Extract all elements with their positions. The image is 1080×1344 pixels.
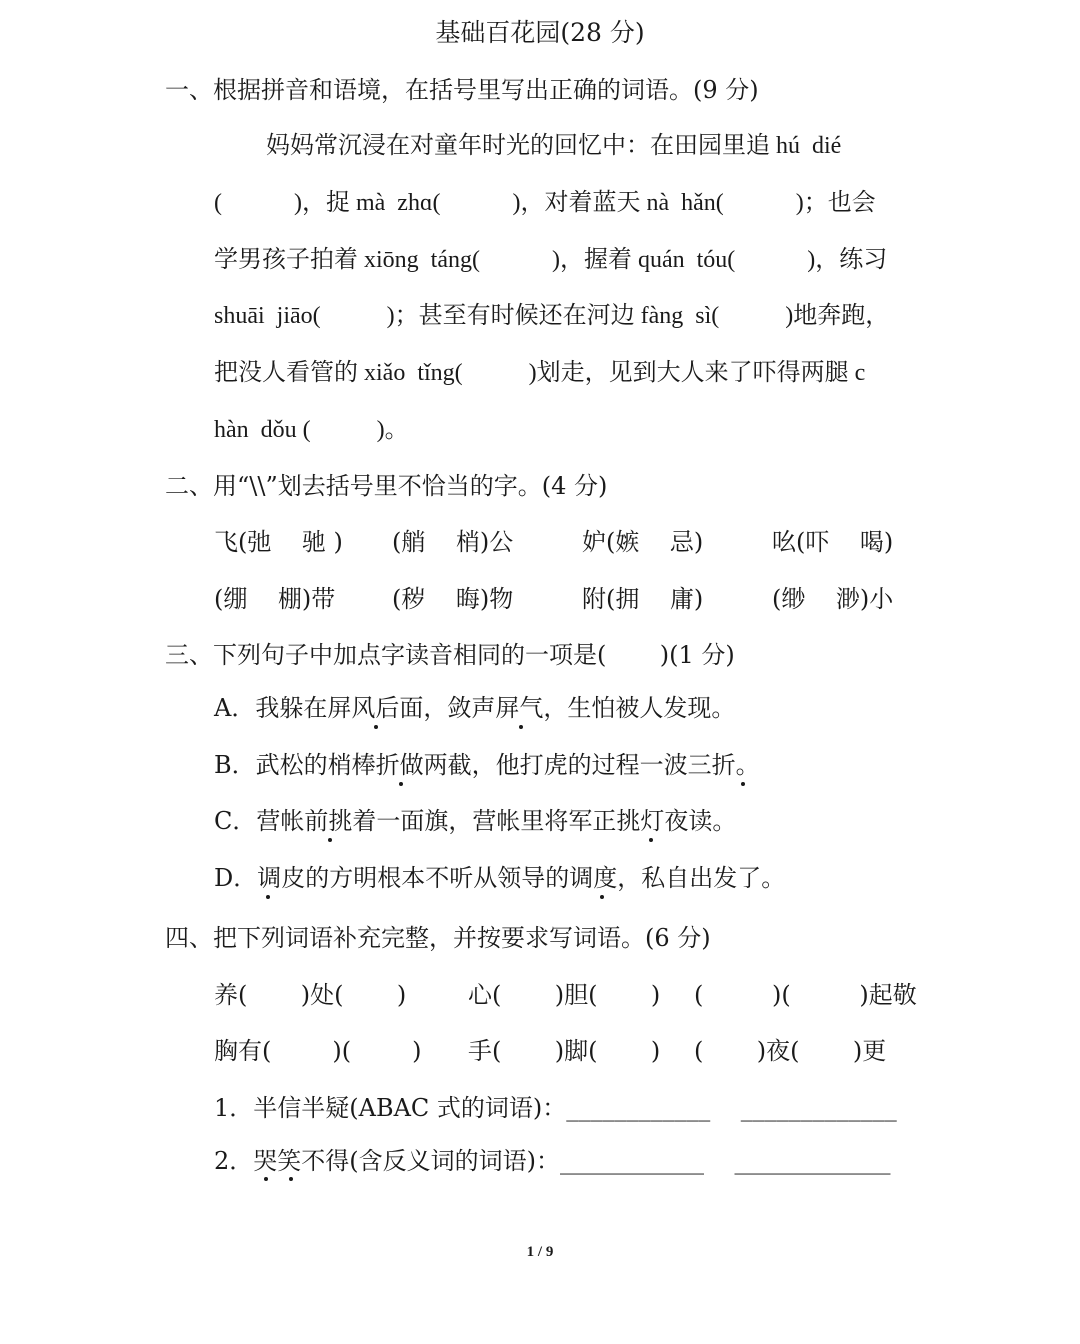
q4-item: 1．半信半疑(ABAC 式的词语)：____________ _____________ bbox=[214, 1094, 897, 1122]
emphasis-dot bbox=[289, 1177, 293, 1181]
emphasis-dot bbox=[264, 1177, 268, 1181]
q2-item: 附(拥 庸) bbox=[582, 585, 704, 613]
q4-blank-item: 养( )处( ) bbox=[214, 981, 407, 1009]
q1-line: 妈妈常沉浸在对童年时光的回忆中：在田园里追 hú dié bbox=[266, 133, 842, 159]
page-title: 基础百花园(28 分) bbox=[435, 18, 645, 47]
q3-option: A．我躲在屏风后面，敛声屏气，生怕被人发现。 bbox=[214, 694, 736, 722]
q2-item: (秽 晦)物 bbox=[392, 585, 514, 613]
page-number: 1 / 9 bbox=[526, 1244, 554, 1260]
emphasis-dot bbox=[399, 782, 403, 786]
emphasis-dot bbox=[741, 782, 745, 786]
q3-option: D．调皮的方明根本不听从领导的调度，私自出发了。 bbox=[214, 864, 786, 892]
q2-item: (缈 渺)小 bbox=[772, 585, 894, 613]
emphasis-dot bbox=[519, 725, 523, 729]
emphasis-dot bbox=[600, 895, 604, 899]
emphasis-dot bbox=[374, 725, 378, 729]
q3-option: C．营帐前挑着一面旗，营帐里将军正挑灯夜读。 bbox=[214, 807, 737, 835]
q4-item: 2．哭笑不得(含反义词的词语)：____________ _____________ bbox=[214, 1147, 891, 1175]
q1-heading: 一、根据拼音和语境，在括号里写出正确的词语。(9 分) bbox=[165, 76, 759, 104]
q1-line: shuāi jiāo( )；甚至有时候还在河边 fàng sì( )地奔跑， bbox=[214, 303, 890, 329]
q3-option: B．武松的梢棒折做两截，他打虎的过程一波三折。 bbox=[214, 751, 760, 779]
q1-line: 学男孩子拍着 xiōng táng( )，握着 quán tóu( )，练习 bbox=[214, 247, 888, 273]
q4-blank-item: 胸有( )( ) bbox=[214, 1037, 422, 1065]
q1-line: ( )，捉 mà zhɑ( )，对着蓝天 nà hǎn( )；也会 bbox=[214, 190, 876, 216]
q3-heading: 三、下列句子中加点字读音相同的一项是( )(1 分) bbox=[165, 641, 735, 669]
emphasis-dot bbox=[328, 838, 332, 842]
q2-item: 飞(弛 驰 ) bbox=[214, 528, 343, 556]
q2-heading: 二、用“\\”划去括号里不恰当的字。(4 分) bbox=[165, 472, 608, 500]
q1-line: hàn dǒu ( )。 bbox=[214, 417, 409, 443]
q4-blank-item: ( )夜( )更 bbox=[694, 1037, 887, 1065]
emphasis-dot bbox=[266, 895, 270, 899]
q4-blank-item: 手( )脚( ) bbox=[468, 1037, 661, 1065]
q4-blank-item: ( )( )起敬 bbox=[694, 981, 917, 1009]
q2-item: 吆(吓 喝) bbox=[772, 528, 894, 556]
q2-item: (绷 棚)带 bbox=[214, 585, 336, 613]
emphasis-dot bbox=[649, 838, 653, 842]
q2-item: (艄 梢)公 bbox=[392, 528, 514, 556]
q4-blank-item: 心( )胆( ) bbox=[468, 981, 661, 1009]
q2-item: 妒(嫉 忌) bbox=[582, 528, 704, 556]
q4-heading: 四、把下列词语补充完整，并按要求写词语。(6 分) bbox=[165, 924, 711, 952]
q1-line: 把没人看管的 xiǎo tǐng( )划走，见到大人来了吓得两腿 c bbox=[214, 360, 866, 386]
